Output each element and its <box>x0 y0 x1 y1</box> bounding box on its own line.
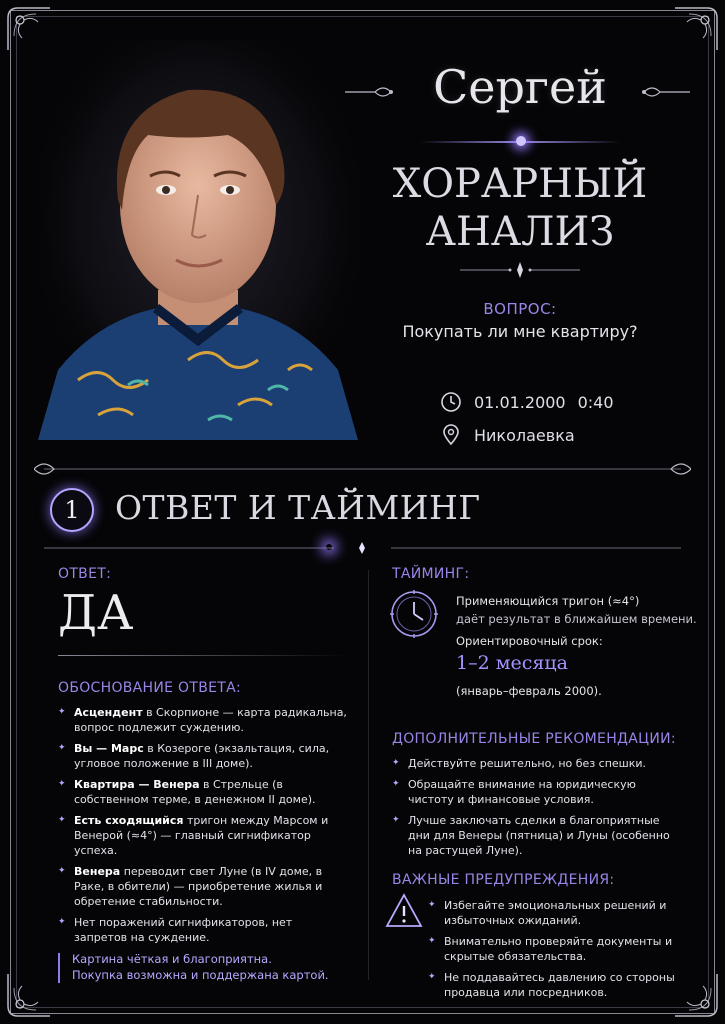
answer-label: ОТВЕТ: <box>58 566 112 582</box>
list-item: ✦ Нет поражений сигнификаторов, нет запретов на суждение. <box>58 915 348 945</box>
list-item: ✦ Обращайте внимание на юридическую чистоту и финансовые условия. <box>392 777 682 807</box>
justification-label: ОБОСНОВАНИЕ ОТВЕТА: <box>58 680 242 696</box>
timing-label: ТАЙМИНГ: <box>392 566 470 582</box>
list-item: ✦ Есть сходящийся тригон между Марсом и Венерой (≈4°) — главный сигнификатор успеха. <box>58 813 348 858</box>
flourish-right-icon <box>640 84 690 100</box>
conclusion-accent-bar <box>58 953 60 983</box>
place-value: Николаевка <box>474 425 575 445</box>
list-item: ✦ Лучше заключать сделки в благоприятные дни для Венеры (пятница) и Луны (особенно на растущей Луне). <box>392 813 682 858</box>
title-ornament-icon <box>460 262 580 278</box>
recommendations-list <box>392 756 682 864</box>
list-item: ✦ Венера переводит свет Луне (в IV доме, в Раке, в обители) — приобретение жилья и обретение стабильности. <box>58 864 348 909</box>
flourish-left-icon <box>345 84 395 100</box>
list-item: ✦ Асцендент в Скорпионе — карта радикальна, вопрос подлежит суждению. <box>58 705 348 735</box>
conclusion-box <box>58 951 348 983</box>
warning-triangle-icon <box>384 892 424 930</box>
list-item: ✦ Не поддавайтесь давлению со стороны продавца или посредников. <box>428 970 682 1000</box>
timing-period-note: (январь–февраль 2000). <box>456 684 602 698</box>
section-divider-bottom-icon <box>34 540 691 556</box>
document-title: ХОРАРНЫЙ АНАЛИЗ <box>392 161 648 255</box>
warnings-label: ВАЖНЫЕ ПРЕДУПРЕЖДЕНИЯ: <box>392 872 615 888</box>
list-item: ✦ Действуйте решительно, но без спешки. <box>392 756 682 771</box>
warnings-list <box>428 898 682 1006</box>
corner-ornament-icon <box>673 6 719 52</box>
timing-line1: Применяющийся тригон (≈4°) <box>456 594 640 608</box>
sparkle-icon <box>326 544 332 550</box>
corner-ornament-icon <box>6 972 52 1018</box>
list-item: ✦ Вы — Марс в Козероге (экзальтация, сила, угловое положение в III доме). <box>58 741 348 771</box>
location-pin-icon <box>440 424 462 446</box>
list-item: ✦ Внимательно проверяйте документы и скрытые обязательства. <box>428 934 682 964</box>
conclusion-line: Покупка возможна и поддержана картой. <box>72 968 329 982</box>
list-item: ✦ Квартира — Венера в Стрельце (в собственном терме, в денежном II доме). <box>58 777 348 807</box>
timing-line2: даёт результат в ближайшем времени. <box>456 612 697 626</box>
justification-list <box>58 705 348 951</box>
date-value: 01.01.2000 <box>474 392 566 412</box>
sparkle-icon <box>516 136 526 146</box>
question-text: Покупать ли мне квартиру? <box>402 322 638 341</box>
answer-value: ДА <box>58 585 134 641</box>
time-value: 0:40 <box>577 392 614 412</box>
section-divider-ornament-icon <box>34 458 691 480</box>
conclusion-line: Картина чёткая и благоприятна. <box>72 952 272 966</box>
section-number-badge: 1 <box>50 488 94 532</box>
timing-period: 1–2 месяца <box>456 652 568 674</box>
clock-icon <box>388 588 440 640</box>
timing-line3: Ориентировочный срок: <box>456 634 603 648</box>
portrait-photo <box>38 40 358 440</box>
clock-icon <box>440 391 462 413</box>
list-item: ✦ Избегайте эмоциональных решений и избыточных ожиданий. <box>428 898 682 928</box>
question-label: ВОПРОС: <box>483 300 557 318</box>
section-title: ОТВЕТ И ТАЙМИНГ <box>115 488 481 527</box>
column-separator <box>368 570 369 980</box>
answer-divider <box>58 655 348 656</box>
datetime-row <box>440 391 614 413</box>
client-name: Сергей <box>433 60 607 114</box>
place-row <box>440 424 575 446</box>
recommendations-label: ДОПОЛНИТЕЛЬНЫЕ РЕКОМЕНДАЦИИ: <box>392 731 676 747</box>
